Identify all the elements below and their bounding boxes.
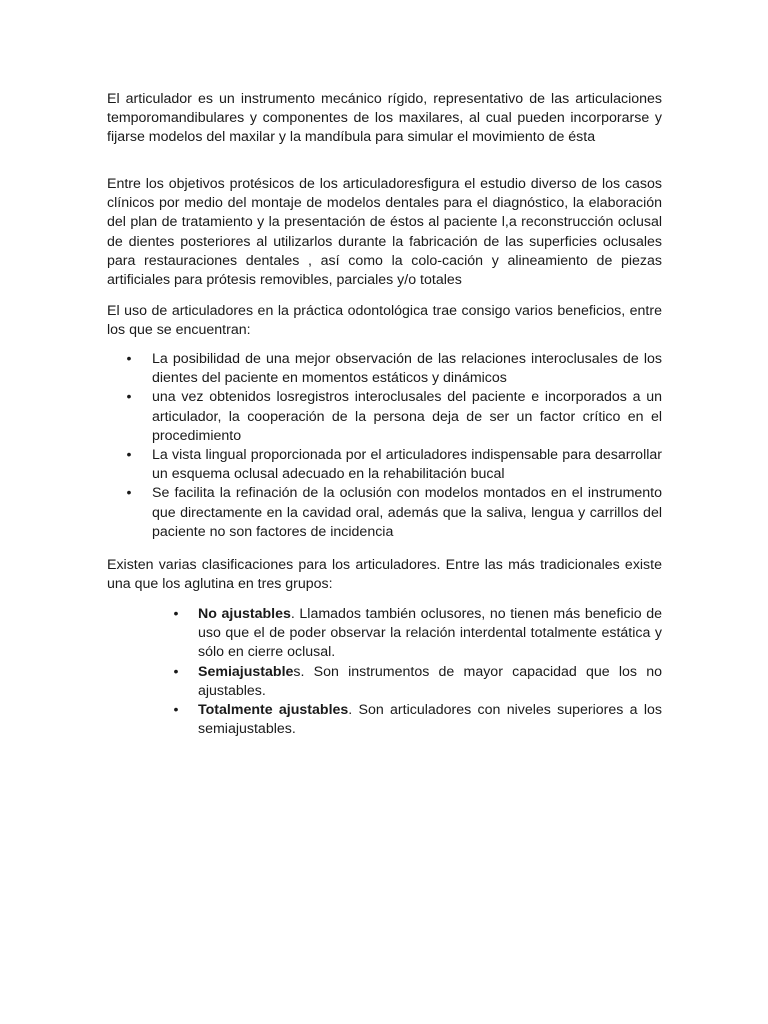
bullet-icon: • [126, 485, 132, 502]
classification-term: No ajustables [198, 606, 291, 622]
classification-term: Totalmente ajustables [198, 702, 349, 719]
list-item [167, 663, 662, 701]
benefits-list [107, 350, 662, 542]
paragraph-definition: El articulador es un instrumento mecánico rígido, representativo de las articulaciones temporomandibulares y componentes de los maxilares, al cual pueden incorporarse y fijarse modelos del maxilar y la mandíbula para simular el movimiento de ésta [107, 91, 662, 146]
list-item-text: La posibilidad de una mejor observación de las relaciones interoclusales de los dientes del paciente en momentos estáticos y dinámicos [152, 351, 662, 387]
list-item [167, 701, 662, 739]
paragraph-benefits-intro: El uso de articuladores en la práctica odontológica trae consigo varios beneficios, entre los que se encuentran: [107, 303, 662, 339]
list-item-text: La vista lingual proporcionada por el articuladores indispensable para desarrollar un esquema oclusal adecuado en la rehabilitación bucal [152, 447, 662, 483]
list-item-text: Se facilita la refinación de la oclusión con modelos montados en el instrumento que directamente en la cavidad oral, además que la saliva, lengua y carrillos del paciente no son factores de incidencia [152, 485, 662, 540]
paragraph-objectives: Entre los objetivos protésicos de los articuladoresfigura el estudio diverso de los casos clínicos por medio del montaje de modelos dentales para el diagnóstico, la elaboración del plan de tratamiento y la presentación de éstos al paciente l,a reconstrucción oclusal de dientes posteriores al utilizarlos durante la fabricación de las superficies oclusales para restauraciones dentales , así como la colo-cación y alineamiento de piezas artificiales para prótesis removibles, parciales y/o totales [107, 176, 662, 289]
bullet-icon: • [173, 702, 179, 719]
classification-description: . Son articuladores con niveles superiores a los semiajustables. [198, 702, 662, 738]
bullet-icon: • [173, 606, 179, 622]
paragraph-classifications-intro: Existen varias clasificaciones para los articuladores. Entre las más tradicionales existe una que los aglutina en tres grupos: [107, 557, 662, 593]
list-item [107, 350, 662, 388]
bullet-icon: • [173, 663, 179, 680]
list-item [107, 484, 662, 542]
bullet-icon: • [126, 389, 132, 406]
classification-description: s. Son instrumentos de mayor capacidad que los no ajustables. [198, 663, 662, 699]
classification-description: . Llamados también oclusores, no tienen más beneficio de uso que el de poder observar la relación interdental totalmente estática y sólo en cierre oclusal. [198, 606, 662, 661]
list-item-text: una vez obtenidos losregistros interoclusales del paciente e incorporados a un articulador, la cooperación de la persona deja de ser un factor crítico en el procedimiento [152, 389, 662, 444]
list-item [107, 446, 662, 484]
list-item [167, 605, 662, 663]
classifications-list [167, 605, 662, 739]
classification-term: Semiajustable [198, 663, 294, 680]
bullet-icon: • [126, 447, 132, 464]
list-item [107, 388, 662, 446]
bullet-icon: • [126, 351, 132, 367]
